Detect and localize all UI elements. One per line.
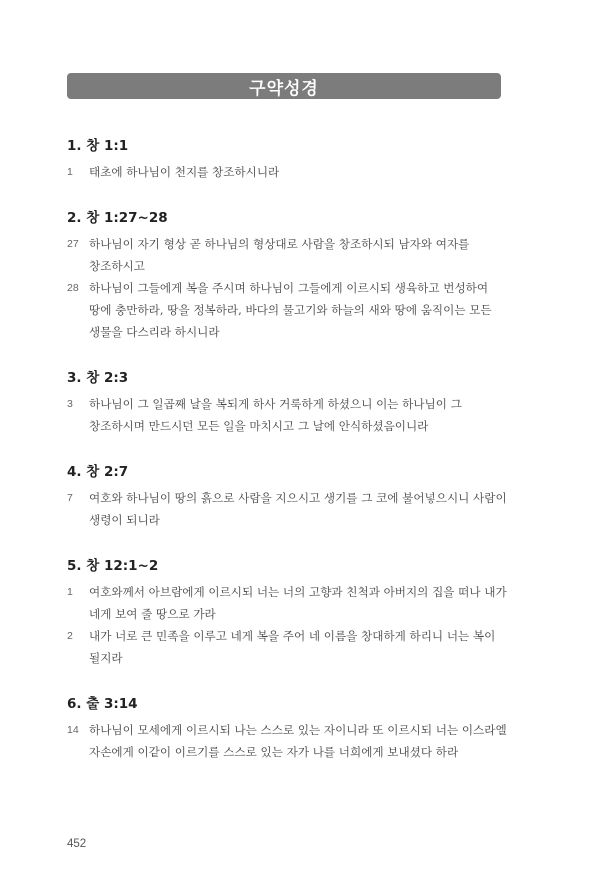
- verse-section: [67, 137, 507, 183]
- page-number: 452: [67, 838, 87, 850]
- verse-list: [67, 137, 507, 789]
- verse-number: 3: [67, 398, 73, 410]
- verse-section: [67, 209, 507, 343]
- verse-text: 하나님이 자기 형상 곧 하나님의 형상대로 사람을 창조하시되 남자와 여자를 창조하시고: [89, 237, 470, 273]
- verse-number: 28: [67, 282, 79, 294]
- verse-text: 하나님이 모세에게 이르시되 나는 스스로 있는 자이니라 또 이르시되 너는 이스라엘 자손에게 이같이 이르기를 스스로 있는 자가 나를 너희에게 보내셨다 하라: [89, 723, 507, 759]
- verse-number: 1: [67, 166, 73, 178]
- section-heading: 2. 창 1:27~28: [67, 210, 168, 226]
- verse-text: 태초에 하나님이 천지를 창조하시니라: [89, 165, 280, 179]
- verse-number: 1: [67, 586, 73, 598]
- verse-section: [67, 463, 507, 531]
- section-heading: 3. 창 2:3: [67, 370, 129, 386]
- verse-number: 2: [67, 630, 73, 642]
- verse-section: [67, 695, 507, 763]
- section-heading: 4. 창 2:7: [67, 464, 129, 480]
- section-header-bar: [67, 73, 501, 99]
- verse-row: [67, 277, 507, 343]
- verse-row: [67, 719, 507, 763]
- section-heading: 5. 창 12:1~2: [67, 558, 159, 574]
- verse-number: 14: [67, 724, 79, 736]
- verse-row: [67, 233, 507, 277]
- page-title: 구약성경: [249, 78, 319, 99]
- verse-number: 27: [67, 238, 79, 250]
- verse-text: 여호와께서 아브람에게 이르시되 너는 너의 고향과 친척과 아버지의 집을 떠나 내가 네게 보여 줄 땅으로 가라: [89, 585, 507, 621]
- section-heading: 1. 창 1:1: [67, 138, 129, 154]
- verse-row: [67, 393, 507, 437]
- verse-row: [67, 581, 507, 625]
- verse-section: [67, 369, 507, 437]
- verse-section: [67, 557, 507, 669]
- verse-text: 여호와 하나님이 땅의 흙으로 사람을 지으시고 생기를 그 코에 불어넣으시니 사람이 생령이 되니라: [89, 491, 507, 527]
- verse-text: 내가 너로 큰 민족을 이루고 네게 복을 주어 네 이름을 창대하게 하리니 너는 복이 될지라: [89, 629, 496, 665]
- verse-row: [67, 161, 507, 183]
- section-heading: 6. 출 3:14: [67, 696, 138, 712]
- verse-text: 하나님이 그들에게 복을 주시며 하나님이 그들에게 이르시되 생육하고 번성하여 땅에 충만하라, 땅을 정복하라, 바다의 물고기와 하늘의 새와 땅에 움직이는 모든 생물을 다스리라 하시니라: [89, 281, 492, 339]
- verse-text: 하나님이 그 일곱째 날을 복되게 하사 거룩하게 하셨으니 이는 하나님이 그 창조하시며 만드시던 모든 일을 마치시고 그 날에 안식하셨음이니라: [89, 397, 462, 433]
- verse-row: [67, 487, 507, 531]
- verse-number: 7: [67, 492, 73, 504]
- verse-row: [67, 625, 507, 669]
